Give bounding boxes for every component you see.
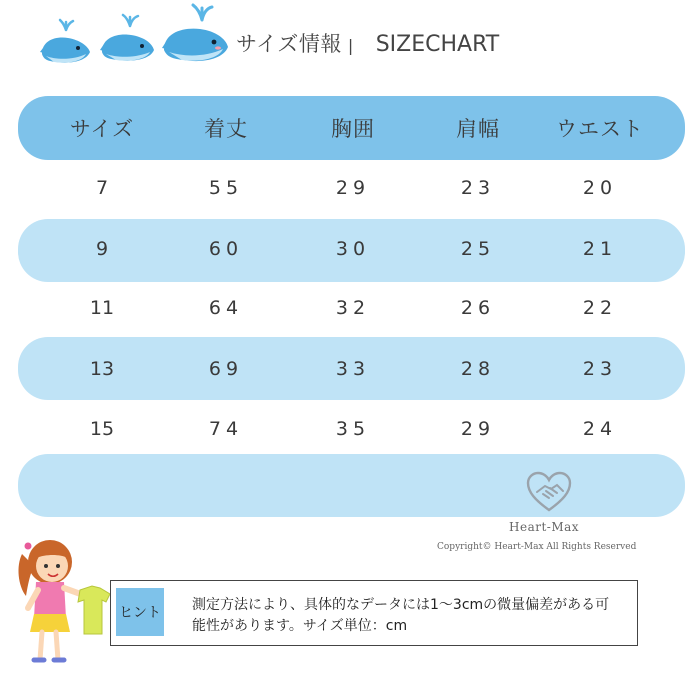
- whale-icon: [160, 2, 232, 68]
- table-cell: 7: [95, 177, 109, 199]
- table-row: [18, 158, 685, 218]
- table-cell: 60: [208, 238, 244, 260]
- column-header-waist: ウエスト: [556, 117, 644, 141]
- table-cell: 25: [460, 238, 496, 260]
- table-cell: 28: [460, 358, 496, 380]
- table-cell: 33: [335, 358, 371, 380]
- hint-label: ヒント: [116, 588, 164, 636]
- table-cell: 22: [582, 297, 618, 319]
- table-cell: 23: [460, 177, 496, 199]
- table-cell: 21: [582, 238, 618, 260]
- table-cell: 20: [582, 177, 618, 199]
- table-cell: 30: [335, 238, 371, 260]
- table-cell: 9: [95, 238, 109, 260]
- hint-text: 測定方法により、具体的なデータには1～3cmの微量偏差がある可能性があります。サイズ単位：cm: [192, 597, 610, 634]
- table-row: [18, 278, 685, 338]
- whale-icon: [98, 12, 158, 68]
- table-cell: 15: [89, 418, 115, 440]
- column-header-shoulder: 肩幅: [456, 117, 500, 141]
- table-cell: 11: [89, 297, 115, 319]
- table-cell: 29: [460, 418, 496, 440]
- table-cell: 29: [335, 177, 371, 199]
- table-cell: 64: [208, 297, 244, 319]
- page-title: [236, 28, 499, 58]
- heart-handshake-icon: [525, 470, 573, 514]
- table-footer-band: [18, 454, 685, 517]
- table-cell: 23: [582, 358, 618, 380]
- table-cell: 74: [208, 418, 244, 440]
- title-jp: サイズ情報: [236, 32, 342, 56]
- table-row: [18, 339, 685, 399]
- table-cell: 69: [208, 358, 244, 380]
- table-header: [18, 98, 685, 158]
- column-header-size: サイズ: [69, 117, 135, 141]
- table-row: [18, 219, 685, 279]
- table-cell: 24: [582, 418, 618, 440]
- table-cell: 35: [335, 418, 371, 440]
- whale-icon: [38, 18, 94, 68]
- copyright-text: Copyright© Heart-Max All Rights Reserved: [437, 542, 637, 552]
- table-cell: 26: [460, 297, 496, 319]
- table-cell: 32: [335, 297, 371, 319]
- title-en: SIZECHART: [375, 32, 500, 57]
- column-header-chest: 胸囲: [331, 117, 375, 141]
- table-row: [18, 399, 685, 459]
- column-header-length: 着丈: [204, 117, 248, 141]
- title-separator: |: [347, 36, 354, 55]
- brand-name: Heart-Max: [509, 520, 580, 534]
- table-cell: 55: [208, 177, 244, 199]
- girl-illustration: [8, 536, 118, 670]
- table-cell: 13: [89, 358, 115, 380]
